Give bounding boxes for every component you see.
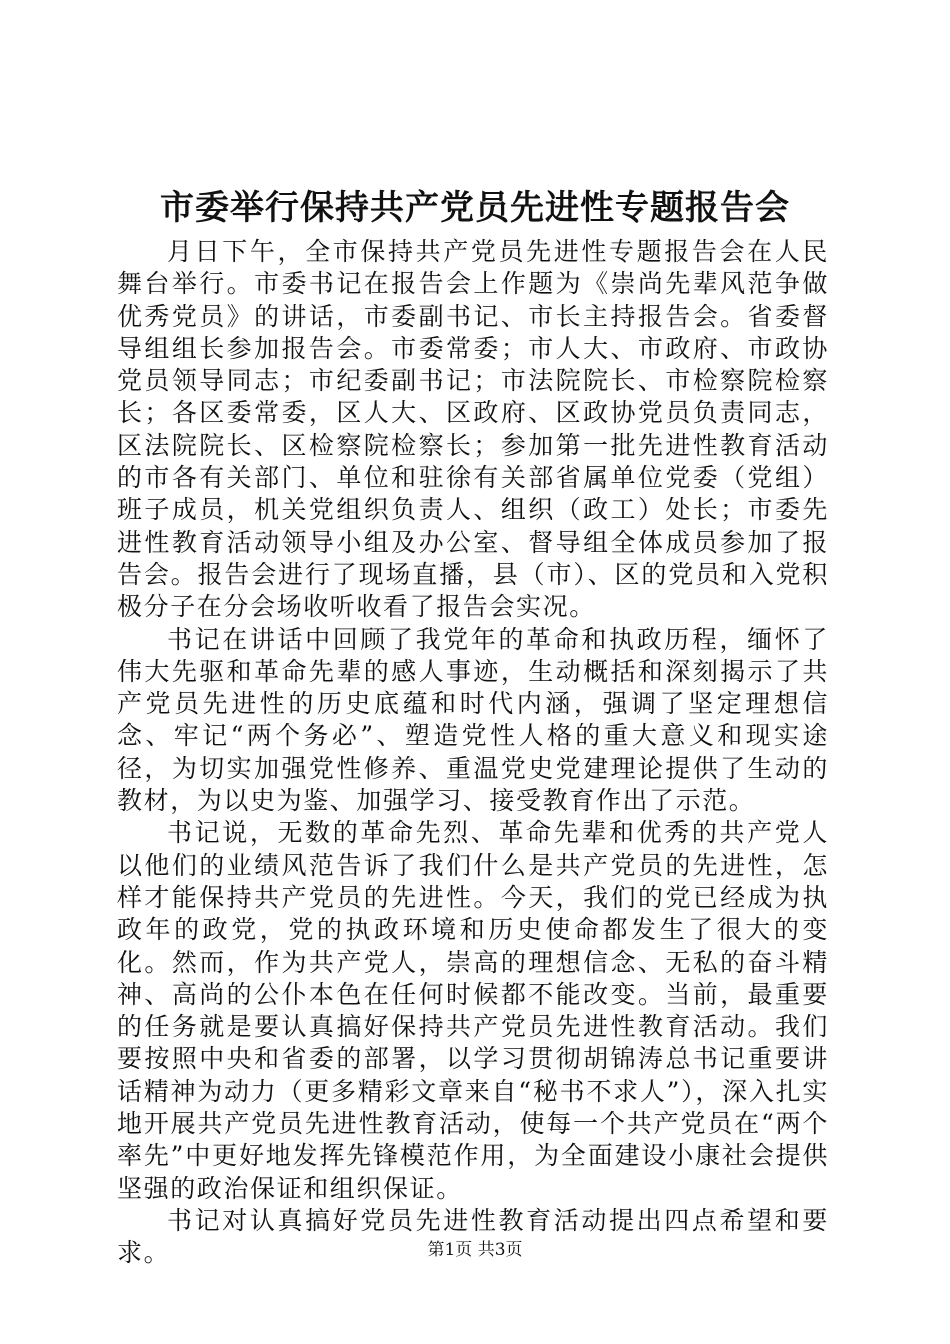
document-body: [117, 236, 829, 1270]
paragraph-1: 月日下午，全市保持共产党员先进性专题报告会在人民舞台举行。市委书记在报告会上作题为《崇尚先辈风范争做优秀党员》的讲话，市委副书记、市长主持报告会。省委督导组组长参加报告会。市委常委；市人大、市政府、市政协党员领导同志；市纪委副书记；市法院院长、市检察院检察长；各区委常委，区人大、区政府、区政协党员负责同志，区法院院长、区检察院检察长；参加第一批先进性教育活动的市各有关部门、单位和驻徐有关部省属单位党委（党组）班子成员，机关党组织负责人、组织（政工）处长；市委先进性教育活动领导小组及办公室、督导组全体成员参加了报告会。报告会进行了现场直播，县（市）、区的党员和入党积极分子在分会场收听收看了报告会实况。: [117, 237, 829, 622]
paragraph-2: 书记在讲话中回顾了我党年的革命和执政历程，缅怀了伟大先驱和革命先辈的感人事迹，生动概括和深刻揭示了共产党员先进性的历史底蕴和时代内涵，强调了坚定理想信念、牢记“两个务必”、塑造党性人格的重大意义和现实途径，为切实加强党性修养、重温党史党建理论提供了生动的教材，为以史为鉴、加强学习、接受教育作出了示范。: [117, 624, 829, 816]
page-number-footer: 第1页 共3页: [427, 1240, 523, 1260]
paragraph-3: 书记说，无数的革命先烈、革命先辈和优秀的共产党人以他们的业绩风范告诉了我们什么是共产党员的先进性，怎样才能保持共产党员的先进性。今天，我们的党已经成为执政年的政党，党的执政环境和历史使命都发生了很大的变化。然而，作为共产党人，崇高的理想信念、无私的奋斗精神、高尚的公仆本色在任何时候都不能改变。当前，最重要的任务就是要认真搞好保持共产党员先进性教育活动。我们要按照中央和省委的部署，以学习贯彻胡锦涛总书记重要讲话精神为动力（更多精彩文章来自“秘书不求人”），深入扎实地开展共产党员先进性教育活动，使每一个共产党员在“两个率先”中更好地发挥先锋模范作用，为全面建设小康社会提供坚强的政治保证和组织保证。: [117, 818, 829, 1203]
document-title: 市委举行保持共产党员先进性专题报告会: [160, 188, 790, 228]
paragraph-4: 书记对认真搞好党员先进性教育活动提出四点希望和要求。: [117, 1205, 829, 1268]
